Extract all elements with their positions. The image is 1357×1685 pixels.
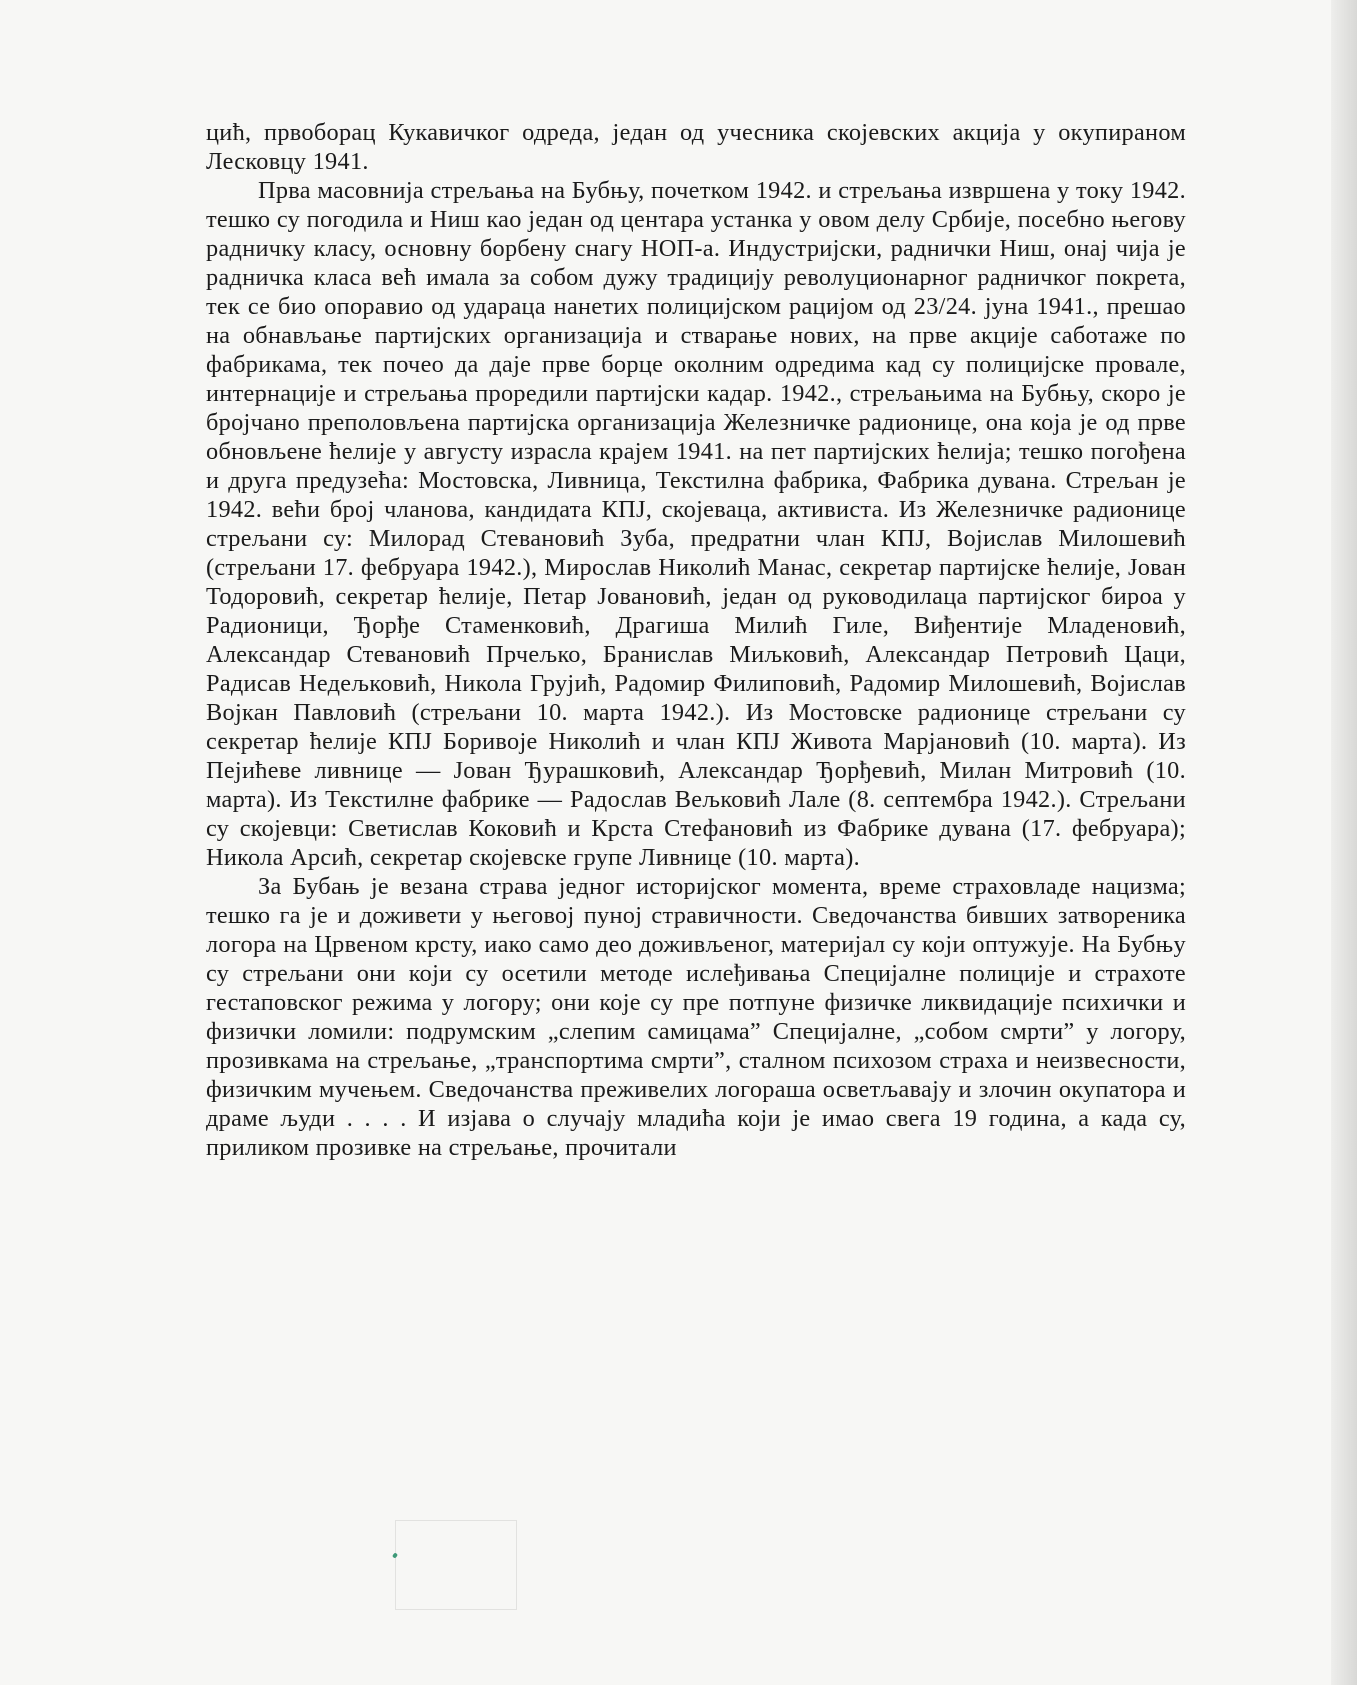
paragraph-bubanj-testimonies: За Бубањ је везана страва једног историјског момента, време страховладе нацизма; тешко га је и доживети у његовој пуној стравичности. Сведочанства бивших затвореника логора на Црвеном крсту, иако само део доживљеног, материјал су који оптужује. На Бубњу су стрељани они који су осетили методе ислеђивања Специјалне полиције и страхоте гестаповског режима у логору; они које су пре потпуне физичке ликвидације психички и физички ломили: подрумским „слепим самицама” Специјалне, „собом смрти” у логору, прозивкама на стрељање, „транспортима смрти”, сталном психозом страха и неизвесности, физичким мучењем. Сведочанства преживелих логораша осветљавају и злочин окупатора и драме људи . . . . И изјава о случају младића који је имао свега 19 година, а када су, приликом прозивке на стрељање, прочитали <box>206 873 1186 1161</box>
paragraph-continuation: цић, првоборац Кукавичког одреда, један од учесника скојевских акција у окупираном Лесковцу 1941. <box>206 119 1186 175</box>
body-text <box>206 118 1186 1162</box>
faint-bleed-through-mark <box>395 1520 517 1610</box>
paragraph-executions-nis: Прва масовнија стрељања на Бубњу, почетком 1942. и стрељања извршена у току 1942. тешко су погодила и Ниш као један од центара устанка у овом делу Србије, посебно његову радничку класу, основну борбену снагу НОП-а. Индустријски, раднички Ниш, онај чија је радничка класа већ имала за собом дужу традицију револуционарног радничког покрета, тек се био опоравио од удараца нанетих полицијском рацијом од 23/24. јуна 1941., прешао на обнављање партијских организација и стварање нових, на прве акције саботаже по фабрикама, тек почео да даје прве борце околним одредима кад су полицијске провале, интернације и стрељања проредили партијски кадар. 1942., стрељањима на Бубњу, скоро је бројчано преполовљена партијска организација Железничке радионице, она која је од прве обновљене ћелије у августу израсла крајем 1941. на пет партијских ћелија; тешко погођена и друга предузећа: Мостовска, Ливница, Текстилна фабрика, Фабрика дувана. Стрељан је 1942. већи број чланова, кандидата КПЈ, скојеваца, активиста. Из Железничке радионице стрељани су: Милорад Стевановић Зуба, предратни члан КПЈ, Војислав Милошевић (стрељани 17. фебруара 1942.), Мирослав Николић Манас, секретар партијске ћелије, Јован Тодоровић, секретар ћелије, Петар Јовановић, један од руководилаца партијског бироа у Радионици, Ђорђе Стаменковић, Драгиша Милић Гиле, Виђентије Младеновић, Александар Стевановић Прчељко, Бранислав Миљковић, Александар Петровић Цаци, Радисав Недељковић, Никола Грујић, Радомир Филиповић, Радомир Милошевић, Војислав Војкан Павловић (стрељани 10. марта 1942.). Из Мостовске радионице стрељани су секретар ћелије КПЈ Боривоје Николић и члан КПЈ Живота Марјановић (10. марта). Из Пејићеве ливнице — Јован Ђурашковић, Александар Ђорђевић, Милан Митровић (10. марта). Из Текстилне фабрике — Радослав Вељковић Лале (8. септембра 1942.). Стрељани су скојевци: Светислав Коковић и Крста Стефановић из Фабрике дувана (17. фебруара); Никола Арсић, секретар скојевске групе Ливнице (10. марта). <box>206 177 1186 871</box>
page-edge-shadow <box>1331 0 1357 1685</box>
